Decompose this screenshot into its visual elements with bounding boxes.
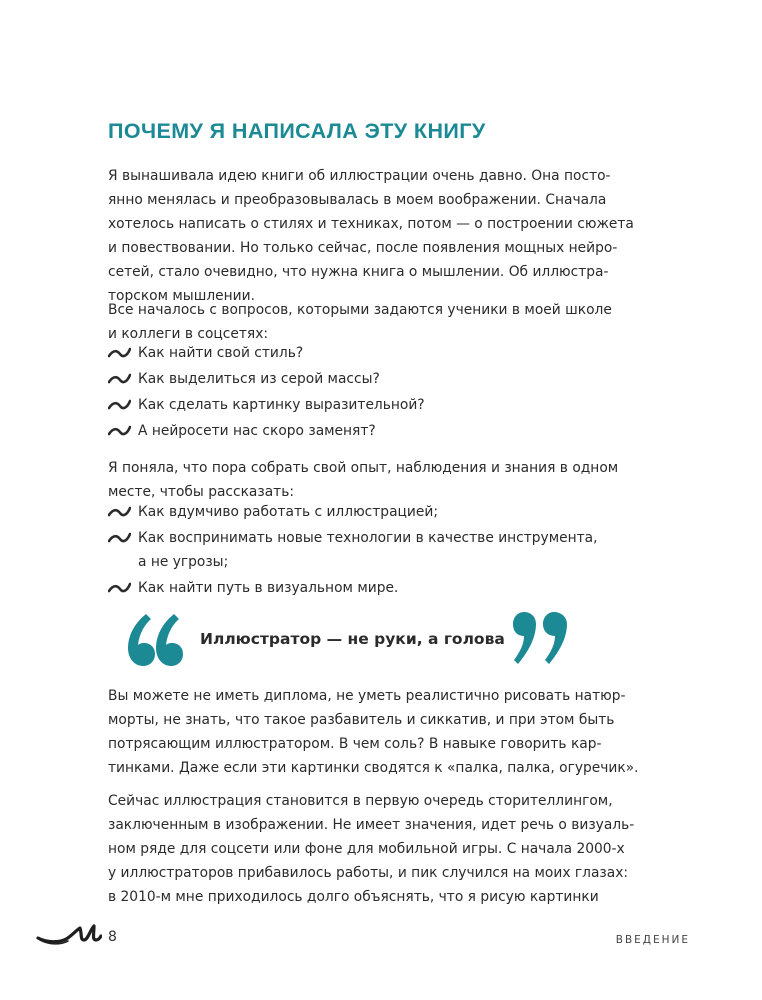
swoosh-bullet-icon — [108, 424, 131, 438]
paragraph-intro — [108, 164, 634, 308]
paragraph-questions-intro — [108, 298, 612, 346]
paragraph-illustrator-skills — [108, 684, 639, 780]
question-text: Как найти свой стиль? — [138, 345, 304, 361]
text-line: в 2010-м мне приходилось долго объяснять, что я рисую картинки — [108, 889, 599, 905]
text-line: морты, не знать, что такое разбавитель и сиккатив, и при этом быть — [108, 712, 615, 728]
question-text: А нейросети нас скоро заменят? — [138, 423, 376, 439]
goal-text-continued: а не угрозы; — [138, 554, 229, 570]
text-line: месте, чтобы рассказать: — [108, 484, 294, 500]
text-line: янно менялась и преобразовывалась в моем воображении. Сначала — [108, 192, 607, 208]
text-line: Все началось с вопросов, которыми задаются ученики в моей школе — [108, 302, 612, 318]
questions-list — [108, 341, 591, 443]
paragraph-goals-intro — [108, 456, 619, 504]
goals-list — [108, 500, 598, 600]
quote-text: Иллюстратор — не руки, а голова — [200, 630, 505, 648]
paragraph-storytelling — [108, 789, 635, 909]
text-line: у иллюстраторов прибавилось работы, и пик случился на моих глазах: — [108, 865, 629, 881]
swoosh-bullet-icon — [108, 581, 131, 595]
list-item — [108, 419, 591, 443]
text-line: сетей, стало очевидно, что нужна книга о мышлении. Об иллюстра- — [108, 264, 609, 280]
text-line: и повествовании. Но только сейчас, после появления мощных нейро- — [108, 240, 618, 256]
text-line: заключенным в изображении. Не имеет значения, идет речь о визуаль- — [108, 817, 635, 833]
swoosh-bullet-icon — [108, 398, 131, 412]
swoosh-bullet-icon — [108, 346, 131, 360]
goal-text: Как воспринимать новые технологии в качестве инструмента, — [138, 530, 598, 546]
question-text: Как выделиться из серой массы? — [138, 371, 380, 387]
swoosh-bullet-icon — [108, 372, 131, 386]
section-label: ВВЕДЕНИЕ — [615, 934, 690, 946]
swoosh-bullet-icon — [108, 531, 131, 545]
question-text: Как сделать картинку выразительной? — [138, 397, 425, 413]
goal-text: Как найти путь в визуальном мире. — [138, 580, 399, 596]
swoosh-bullet-icon — [108, 505, 131, 519]
text-line: хотелось написать о стилях и техниках, потом — о построении сюжета — [108, 216, 634, 232]
list-item — [108, 393, 591, 417]
text-line: ном ряде для соцсети или фоне для мобильной игры. С начала 2000-х — [108, 841, 625, 857]
list-item — [108, 341, 591, 365]
pull-quote — [124, 610, 584, 670]
text-line: тинками. Даже если эти картинки сводятся к «палка, палка, огуречик». — [108, 760, 639, 776]
quote-open-icon — [124, 610, 184, 668]
text-line: Я вынашивала идею книги об иллюстрации очень давно. Она посто- — [108, 168, 611, 184]
text-line: Я поняла, что пора собрать свой опыт, наблюдения и знания в одном — [108, 460, 619, 476]
page-title: ПОЧЕМУ Я НАПИСАЛА ЭТУ КНИГУ — [108, 119, 486, 143]
page-number: 8 — [108, 929, 117, 945]
brush-stroke-logo — [36, 918, 102, 948]
text-line: Вы можете не иметь диплома, не уметь реалистично рисовать натюр- — [108, 688, 626, 704]
goal-text: Как вдумчиво работать с иллюстрацией; — [138, 504, 438, 520]
text-line: потрясающим иллюстратором. В чем соль? В навыке говорить кар- — [108, 736, 602, 752]
quote-close-icon — [512, 610, 570, 668]
list-item — [108, 367, 591, 391]
text-line: Сейчас иллюстрация становится в первую очередь сторителлингом, — [108, 793, 613, 809]
text-line: торском мышлении. — [108, 288, 255, 304]
list-item — [108, 576, 591, 600]
text-line: и коллеги в соцсетях: — [108, 326, 269, 342]
list-item — [108, 500, 591, 524]
list-item — [108, 526, 598, 574]
